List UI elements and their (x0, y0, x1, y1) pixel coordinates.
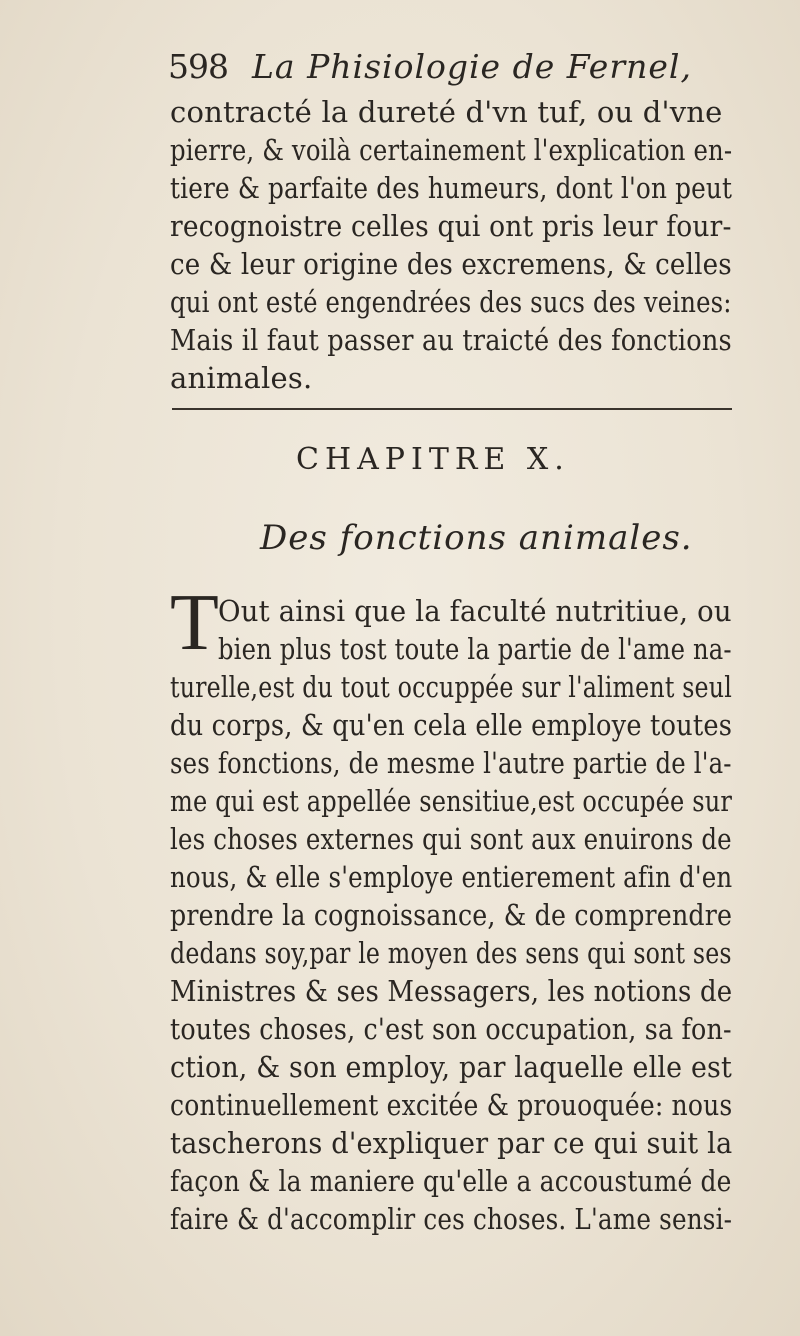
text-line: Out ainsi que la faculté nutritiue, ou (218, 594, 732, 628)
text-line: façon & la maniere qu'elle a accoustumé de (170, 1164, 732, 1198)
text-line: tascherons d'expliquer par ce qui suit la (170, 1126, 733, 1160)
running-title: La Phisiologie de Fernel, (252, 47, 692, 86)
text-line: nous, & elle s'employe entierement afin d'en (170, 860, 733, 894)
text-line: Mais il faut passer au traicté des fonctions (170, 323, 732, 357)
text-line: pierre, & voilà certainement l'explication en- (170, 133, 733, 167)
text-line: qui ont esté engendrées des sucs des veines: (170, 285, 732, 319)
text-line: ses fonctions, de mesme l'autre partie de l'a- (170, 746, 732, 780)
section-rule (172, 408, 732, 410)
text-line: dedans soy,par le moyen des sens qui sont ses (170, 936, 732, 970)
text-line: contracté la dureté d'vn tuf, ou d'vne (170, 95, 723, 129)
text-line: animales. (170, 361, 313, 395)
text-line: les choses externes qui sont aux enuirons de (170, 822, 732, 856)
text-line: toutes choses, c'est son occupation, sa fon- (170, 1012, 732, 1046)
text-line: ction, & son employ, par laquelle elle est (170, 1050, 732, 1084)
chapter-subtitle: Des fonctions animales. (260, 518, 693, 558)
text-line: me qui est appellée sensitiue,est occupée sur (170, 784, 733, 818)
text-line: prendre la cognoissance, & de comprendre (170, 898, 733, 932)
text-line: faire & d'accomplir ces choses. L'ame sensi- (170, 1202, 733, 1236)
text-line: recognoistre celles qui ont pris leur four- (170, 209, 732, 243)
text-line: tiere & parfaite des humeurs, dont l'on peut (170, 171, 733, 205)
text-line: Ministres & ses Messagers, les notions de (170, 974, 733, 1008)
page-number: 598 (168, 47, 228, 86)
text-line: bien plus tost toute la partie de l'ame na- (218, 632, 732, 666)
text-line: ce & leur origine des excremens, & celles (170, 247, 732, 281)
text-line: turelle,est du tout occuppée sur l'aliment seul (170, 670, 732, 704)
chapter-heading: CHAPITRE X. (296, 442, 570, 477)
drop-capital: T (170, 579, 219, 667)
text-line: du corps, & qu'en cela elle employe toutes (170, 708, 733, 742)
running-header (168, 44, 728, 90)
text-line: continuellement excitée & prouoquée: nous (170, 1088, 733, 1122)
